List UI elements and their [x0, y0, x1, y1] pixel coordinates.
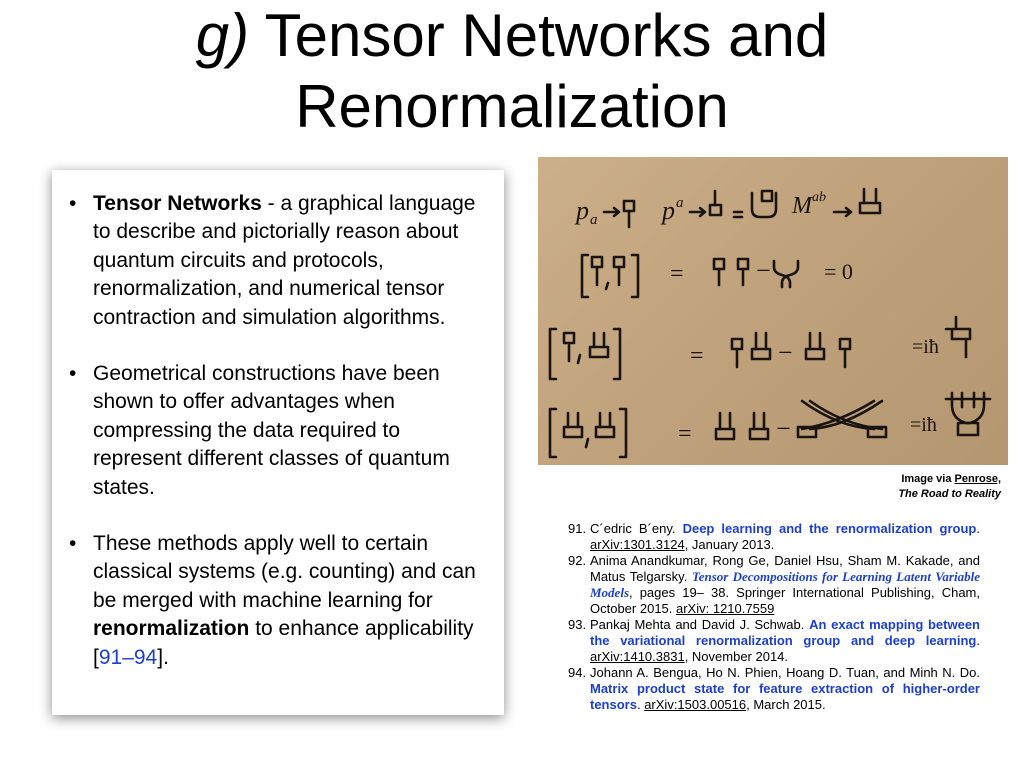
bullet-item	[52, 360, 486, 502]
reference-sep: .	[976, 521, 980, 536]
p-sub-a-index: a	[590, 212, 598, 228]
bullet-item	[52, 190, 486, 332]
reference-number: 91.	[568, 521, 587, 536]
p-sup-a-label: p	[662, 196, 675, 225]
reference-mid: , pages 19– 38. Springer International Publishing, Cham, October 2015.	[590, 585, 980, 616]
eq-ih: =iħ	[910, 414, 937, 436]
arxiv-link[interactable]: arXiv:1503.00516	[644, 697, 747, 712]
title-line2: Renormalization	[295, 73, 729, 140]
reference-title-link[interactable]: Tensor Decompositions for Learning Latent Variable Models	[590, 569, 980, 600]
minus-sign: −	[756, 256, 771, 285]
reference-sep: .	[636, 697, 645, 712]
reference-number: 93.	[568, 617, 587, 632]
arxiv-link[interactable]: arXiv: 1210.7559	[676, 601, 775, 616]
bullet-item	[52, 530, 486, 672]
bullet-bold: Tensor Networks	[93, 192, 262, 215]
bullet-text: ].	[157, 645, 169, 669]
reference-authors: Johann A. Bengua, Ho N. Phien, Hoang D. Tuan, and Minh N. Do.	[590, 665, 980, 680]
image-caption	[898, 472, 1001, 502]
reference-list	[568, 521, 980, 713]
reference-authors: C´edric B´eny.	[590, 521, 683, 536]
reference-authors: Anima Anandkumar, Rong Ge, Daniel Hsu, Sham M. Kakade, and Matus Telgarsky.	[590, 553, 980, 584]
citation-link[interactable]: 91–94	[98, 645, 158, 669]
reference-item	[568, 665, 980, 713]
bullet-text: - a graphical language to describe and pictorially reason about quantum circuits and protocols, renormalization, and numerical tensor contraction and simulation algorithms.	[93, 192, 476, 329]
m-ab-label: M	[792, 193, 812, 219]
bullet-text: These methods apply well to certain classical systems (e.g. counting) and can be merged with machine learning for	[93, 532, 476, 612]
reference-rest: , November 2014.	[684, 649, 789, 664]
caption-source-link[interactable]: Penrose,	[954, 473, 1001, 485]
reference-sep: .	[976, 633, 980, 648]
penrose-diagram-photo	[538, 157, 1008, 465]
eq-sign: =	[678, 421, 692, 447]
reference-item	[568, 521, 980, 553]
reference-number: 92.	[568, 553, 587, 568]
tensor-diagram-drawing	[538, 157, 1008, 465]
bullet-text: to enhance applicability [	[93, 617, 474, 669]
bullet-text: Geometrical constructions have been shown to offer advantages when compressing the data required to represent different classes of quantum states.	[93, 362, 450, 499]
slide-title	[0, 0, 1024, 142]
reference-item	[568, 553, 980, 617]
reference-rest: , January 2013.	[684, 537, 775, 552]
bullet-list	[52, 170, 504, 672]
minus-sign: −	[776, 414, 791, 443]
minus-sign: −	[778, 338, 793, 367]
eq-ih: =iħ	[912, 336, 939, 358]
caption-prefix: Image via	[901, 473, 955, 485]
eq-sign: =	[690, 343, 704, 369]
p-sup-a-index: a	[676, 195, 684, 211]
eq-zero: = 0	[824, 259, 853, 284]
p-sub-a-label: p	[576, 196, 589, 225]
m-ab-index: ab	[812, 190, 826, 205]
title-prefix: g)	[195, 2, 250, 69]
arxiv-link[interactable]: arXiv:1301.3124	[590, 537, 685, 552]
bullet-card	[52, 170, 504, 715]
reference-title-link[interactable]: Matrix product state for feature extraction of higher-order tensors	[590, 681, 980, 712]
arxiv-link[interactable]: arXiv:1410.3831	[590, 649, 685, 664]
reference-item	[568, 617, 980, 665]
eq-sign: =	[670, 261, 684, 287]
caption-book: The Road to Reality	[898, 488, 1001, 500]
title-line1: Tensor Networks and	[264, 2, 829, 69]
reference-title-link[interactable]: Deep learning and the renormalization group	[682, 521, 977, 536]
reference-authors: Pankaj Mehta and David J. Schwab.	[590, 617, 810, 632]
reference-title-link[interactable]: An exact mapping between the variational renormalization group and deep learning	[590, 617, 981, 648]
reference-number: 94.	[568, 665, 587, 680]
reference-rest: , March 2015.	[746, 697, 826, 712]
bullet-bold: renormalization	[93, 617, 250, 641]
